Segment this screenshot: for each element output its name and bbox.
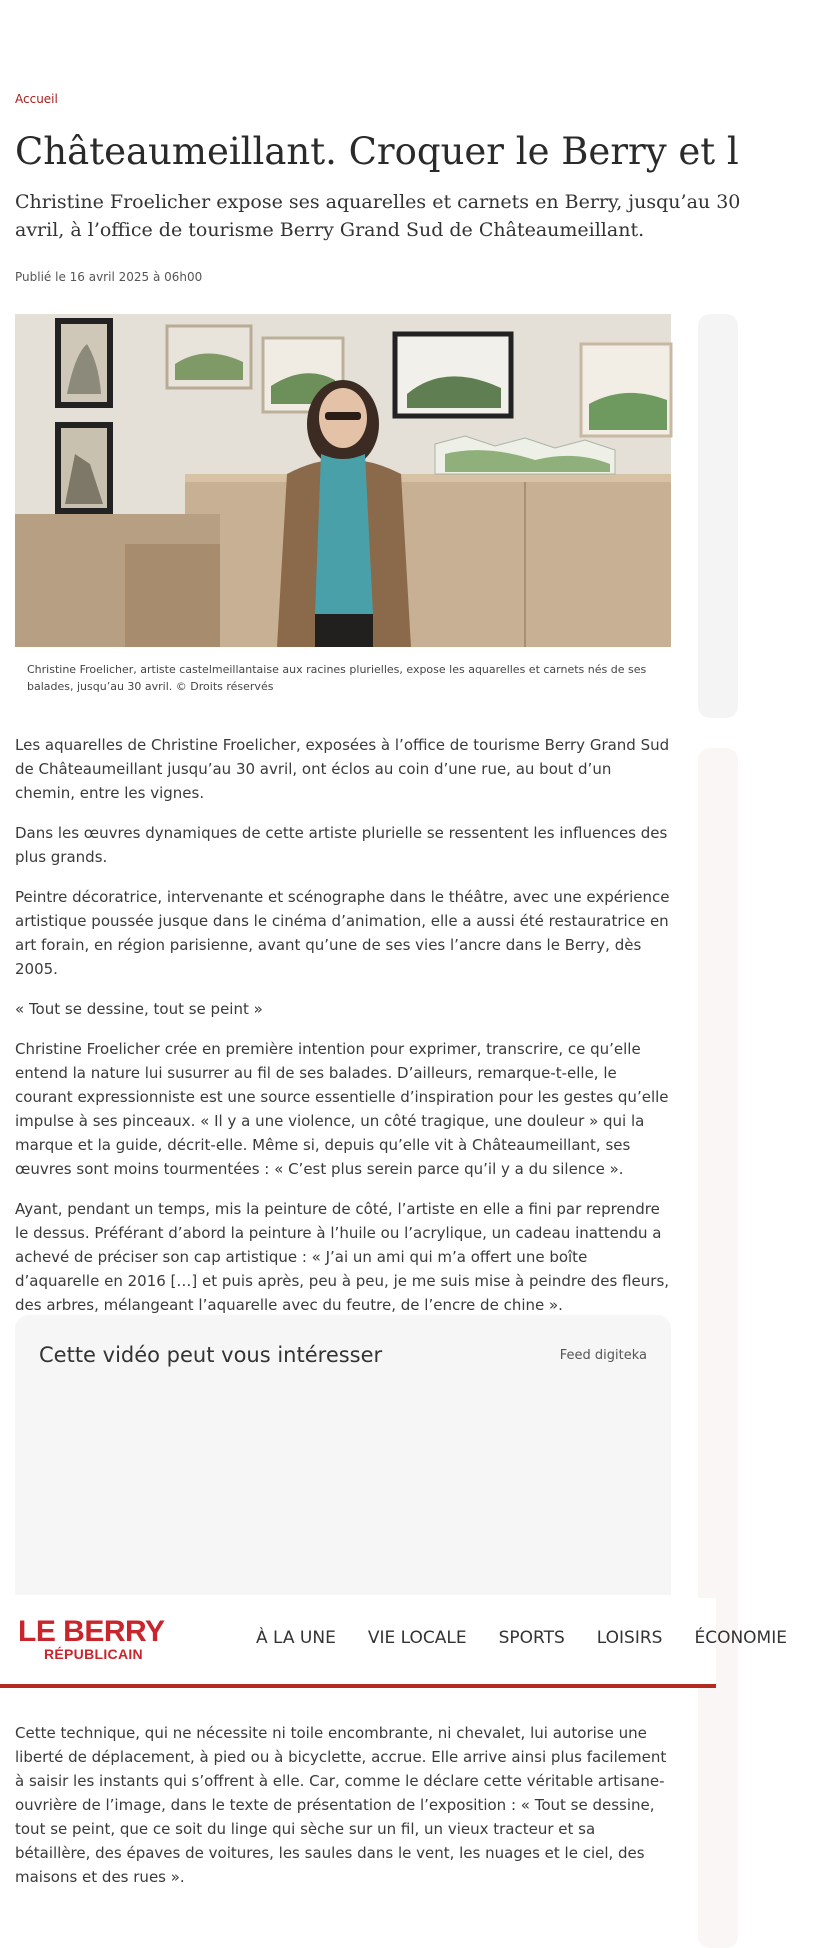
article-paragraph: Cette technique, qui ne nécessite ni toile encombrante, ni chevalet, lui autorise une liberté de déplacement, à pied ou à bicyclette, accrue. Elle arrive ainsi plus facilement à saisir les instants qui s’offrent à elle. Car, comme le déclare cette véritable artisane-ouvrière de l’image, dans le texte de présentation de l’exposition : « Tout se dessine, tout se peint, que ce soit du linge qui sèche sur un fil, un vieux tracteur et sa bétaillère, des épaves de voitures, les saules dans le vent, les nuages et le ciel, des maisons et des rues ». bbox=[15, 1724, 667, 1886]
sidebar-ad-area bbox=[698, 748, 738, 1948]
video-feed-label: Feed digiteka bbox=[559, 1348, 647, 1363]
video-recommendation-box bbox=[15, 1315, 671, 1595]
nav-item-sports[interactable]: SPORTS bbox=[498, 1628, 565, 1648]
article-paragraph: Ayant, pendant un temps, mis la peinture de côté, l’artiste en elle a fini par reprendre le dessus. Préférant d’abord la peinture à l’huile ou l’acrylique, un cadeau inattendu a achevé de préciser son cap artistique : « J’ai un ami qui m’a offert une boîte d’aquarelle en 2016 […] et puis après, peu à peu, je me suis mise à peindre des fleurs, des arbres, mélangeant l’aquarelle avec du feutre, de l’encre de chine ». bbox=[15, 1200, 670, 1314]
logo-text-main: LE BERRY bbox=[18, 1615, 165, 1648]
nav-menu bbox=[256, 1628, 819, 1648]
site-logo[interactable] bbox=[18, 1616, 168, 1662]
breadcrumb-home-link[interactable]: Accueil bbox=[15, 92, 58, 106]
publish-date: Publié le 16 avril 2025 à 06h00 bbox=[15, 270, 203, 284]
sticky-navbar bbox=[0, 1598, 787, 1688]
article-subtitle: Christine Froelicher expose ses aquarelles et carnets en Berry, jusqu’au 30 avril, à l’office de tourisme Berry Grand Sud de Châteaumeillant. bbox=[15, 191, 741, 241]
nav-item-economie[interactable]: ÉCONOMIE bbox=[694, 1628, 787, 1648]
article-body-continued bbox=[15, 1721, 675, 1889]
article-photo-illustration bbox=[15, 314, 671, 647]
article-title: Châteaumeillant. Croquer le Berry et l bbox=[15, 130, 739, 173]
article-subheading: « Tout se dessine, tout se peint » bbox=[15, 1000, 263, 1018]
nav-item-loisirs[interactable]: LOISIRS bbox=[596, 1628, 663, 1648]
photo-caption: Christine Froelicher, artiste castelmeillantaise aux racines plurielles, expose les aquarelles et carnets nés de ses balades, jusqu’au 30 avril. © Droits réservés bbox=[27, 663, 647, 693]
article-paragraph: Les aquarelles de Christine Froelicher, exposées à l’office de tourisme Berry Grand Sud de Châteaumeillant jusqu’au 30 avril, ont éclos au coin d’une rue, au bout d’un chemin, entre les vignes. bbox=[15, 736, 670, 802]
sidebar-card bbox=[698, 314, 738, 718]
article-paragraph: Christine Froelicher crée en première intention pour exprimer, transcrire, ce qu’elle entend la nature lui susurrer au fil de ses balades. D’ailleurs, remarque-t-elle, le courant expressionniste est une source essentielle d’inspiration pour les gestes qu’elle impulse à ses pinceaux. « Il y a une violence, un côté tragique, une douleur » qui la marque et la guide, décrit-elle. Même si, depuis qu’elle vit à Châteaumeillant, ses œuvres sont moins tourmentées : « C’est plus serein parce qu’il y a du silence ». bbox=[15, 1040, 669, 1178]
video-section-title: Cette vidéo peut vous intéresser bbox=[39, 1343, 383, 1367]
article-body bbox=[15, 733, 675, 1333]
nav-item-a-la-une[interactable]: À LA UNE bbox=[256, 1628, 336, 1648]
logo-text-sub: RÉPUBLICAIN bbox=[44, 1646, 143, 1662]
nav-item-vie-locale[interactable]: VIE LOCALE bbox=[367, 1628, 467, 1648]
article-paragraph: Dans les œuvres dynamiques de cette artiste plurielle se ressentent les influences des plus grands. bbox=[15, 824, 668, 866]
article-photo[interactable] bbox=[15, 314, 671, 647]
article-paragraph: Peintre décoratrice, intervenante et scénographe dans le théâtre, avec une expérience artistique poussée jusque dans le cinéma d’animation, elle a aussi été restauratrice en art forain, en région parisienne, avant qu’une de ses vies l’ancre dans le Berry, dès 2005. bbox=[15, 888, 670, 978]
